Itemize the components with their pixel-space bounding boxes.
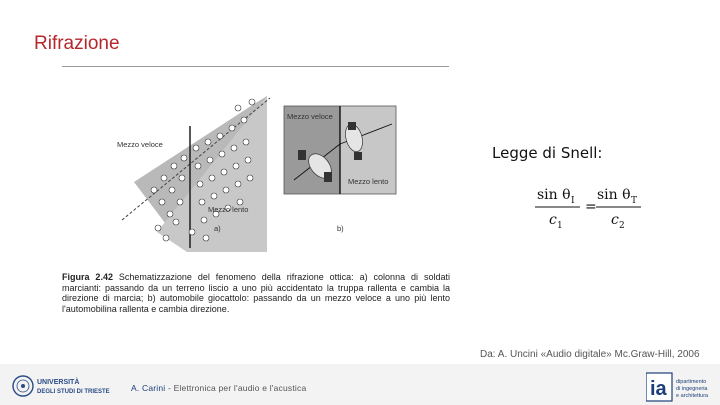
formula-lhs-numerator-sub: I	[571, 196, 575, 206]
label-slow-medium-b: Mezzo lento	[348, 177, 389, 186]
university-name-line2: DEGLI STUDI DI TRIESTE	[37, 389, 110, 395]
footer-credit	[131, 383, 306, 393]
formula-lhs-denominator: c	[549, 212, 557, 228]
department-name-line2: di ingegneria	[676, 386, 708, 392]
label-slow-medium-a: Mezzo lento	[208, 205, 249, 214]
formula-rhs-numerator: sin θ	[597, 187, 631, 203]
formula-rhs-denominator-sub: 2	[619, 221, 625, 231]
formula-equals: =	[585, 199, 597, 215]
footer-course: Elettronica per l'audio e l'acustica	[173, 383, 307, 393]
department-name-line3: e architettura	[676, 393, 709, 399]
panel-a-soldiers	[122, 96, 270, 252]
refraction-illustration	[62, 62, 452, 262]
footer-author: A. Carini	[131, 383, 166, 393]
university-name-line1: UNIVERSITÀ	[37, 379, 80, 386]
caption-label: Figura 2.42	[62, 272, 113, 282]
snell-law-heading: Legge di Snell:	[492, 144, 603, 162]
department-logo	[646, 370, 714, 404]
department-logo-mark: ia	[650, 378, 667, 400]
label-fast-medium-b: Mezzo veloce	[287, 112, 333, 121]
source-citation: Da: A. Uncini «Audio digitale» Mc.Graw-Hill, 2006	[480, 349, 700, 360]
footer-separator: -	[165, 383, 174, 393]
formula-lhs-numerator: sin θ	[537, 187, 571, 203]
slide-title: Rifrazione	[34, 33, 120, 54]
panel-b-label: b)	[337, 224, 344, 233]
footer-bar	[0, 364, 720, 405]
caption-text: Schematizzazione del fenomeno della rifrazione ottica: a) colonna di soldati marcianti: passando da un terreno liscio a uno più accidentato la truppa rallenta e cambia la direzione di marcia; b) automobile giocattolo: passando da un mezzo veloce a uno più lento l'automobilina rallenta e cambia direzione.	[62, 272, 450, 314]
panel-a-label: a)	[214, 224, 221, 233]
formula-rhs-numerator-sub: T	[631, 196, 638, 206]
snell-law-formula	[535, 184, 645, 232]
formula-lhs-denominator-sub: 1	[557, 221, 563, 231]
label-fast-medium-a: Mezzo veloce	[117, 140, 163, 149]
figure-caption	[62, 272, 450, 314]
formula-rhs-denominator: c	[611, 212, 619, 228]
department-name-line1: dipartimento	[676, 379, 707, 385]
university-logo	[12, 374, 112, 398]
